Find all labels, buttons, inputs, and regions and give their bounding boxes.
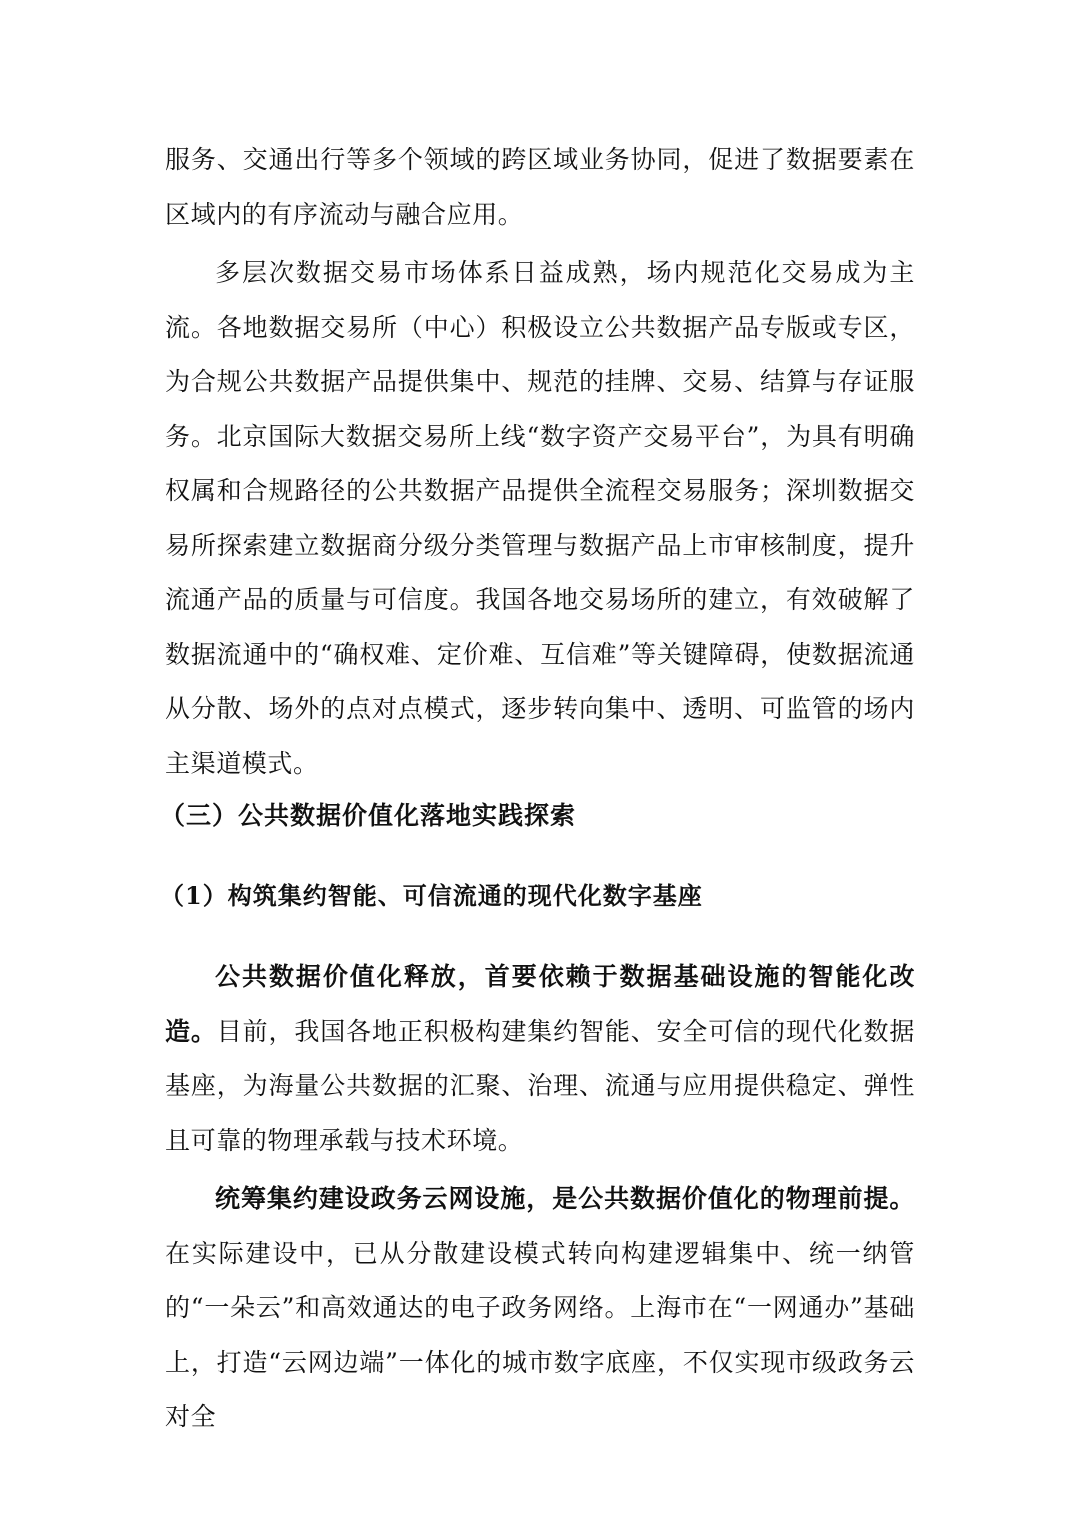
paragraph-body: 在实际建设中，已从分散建设模式转向构建逻辑集中、统一纳管的“一朵云”和高效通达的电子政务网络。上海市在“一网通办”基础上，打造“云网边端”一体化的城市数字底座，不仅实现市级政务云对全 bbox=[165, 1238, 915, 1431]
paragraph-digital-foundation bbox=[165, 950, 915, 1168]
lead-sentence-bold: 公共数据价值化释放，首要依赖于数据基础设施的智能化改造。 bbox=[165, 962, 915, 1046]
subsection-heading: （1）构筑集约智能、可信流通的现代化数字基座 bbox=[160, 881, 703, 910]
paragraph-continued: 服务、交通出行等多个领域的跨区域业务协同，促进了数据要素在区域内的有序流动与融合应用。 bbox=[165, 145, 915, 229]
paragraph-body: 目前，我国各地正积极构建集约智能、安全可信的现代化数据基座，为海量公共数据的汇聚、治理、流通与应用提供稳定、弹性且可靠的物理承载与技术环境。 bbox=[165, 1016, 916, 1155]
section-heading: （三）公共数据价值化落地实践探索 bbox=[160, 801, 577, 830]
lead-sentence-bold: 统筹集约建设政务云网设施，是公共数据价值化的物理前提。 bbox=[215, 1184, 915, 1213]
paragraph-data-trading-market: 多层次数据交易市场体系日益成熟，场内规范化交易成为主流。各地数据交易所（中心）积极设立公共数据产品专版或专区，为合规公共数据产品提供集中、规范的挂牌、交易、结算与存证服务。北京国际大数据交易所上线“数字资产交易平台”，为具有明确权属和合规路径的公共数据产品提供全流程交易服务；深圳数据交易所探索建立数据商分级分类管理与数据产品上市审核制度，提升流通产品的质量与可信度。我国各地交易场所的建立，有效破解了数据流通中的“确权难、定价难、互信难”等关键障碍，使数据流通从分散、场外的点对点模式，逐步转向集中、透明、可监管的场内主渠道模式。 bbox=[165, 258, 915, 778]
paragraph-cloud-network bbox=[165, 1172, 915, 1445]
